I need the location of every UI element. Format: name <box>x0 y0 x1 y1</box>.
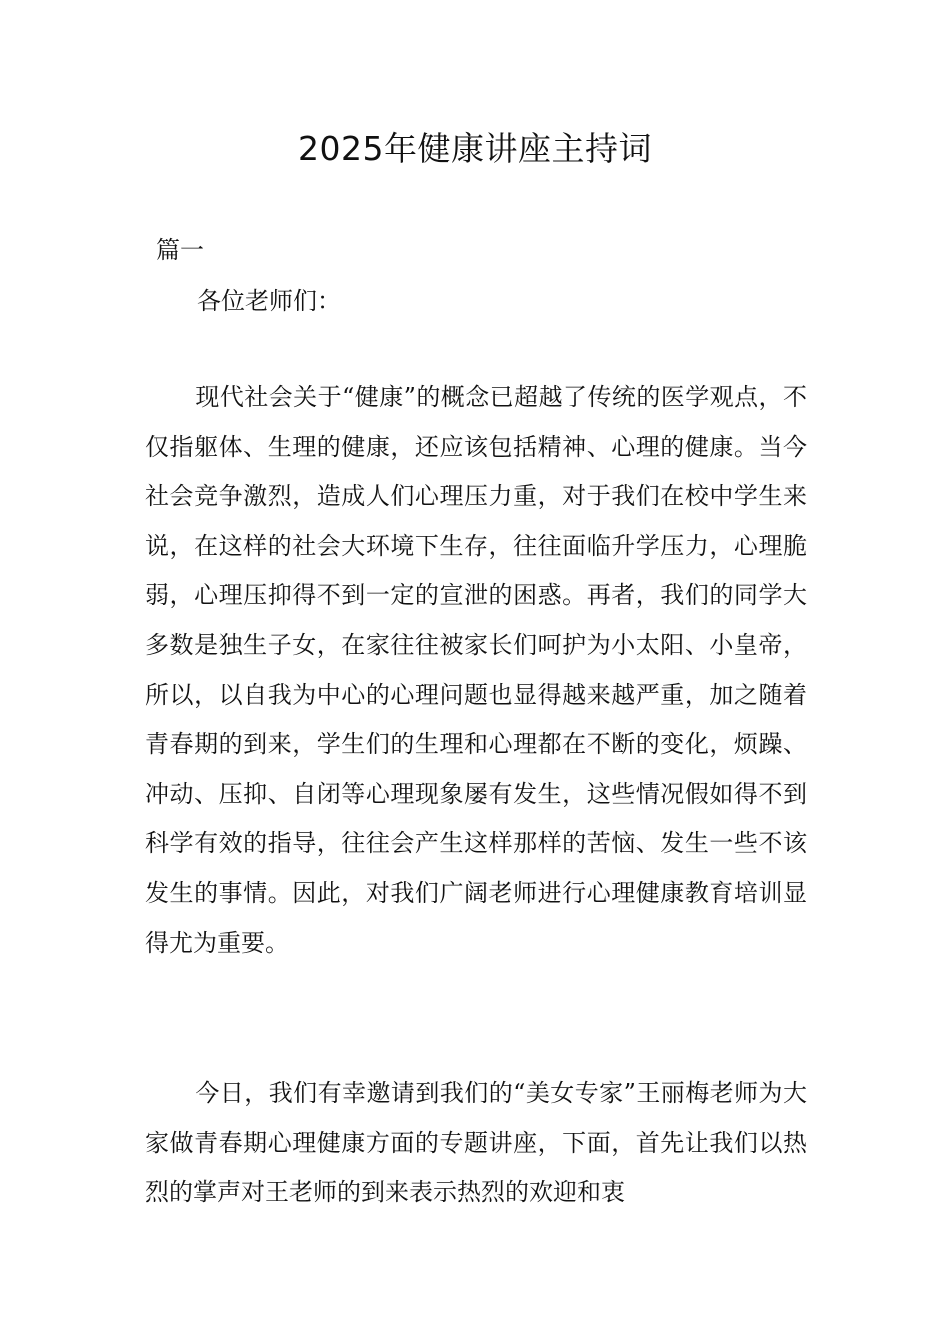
body-paragraph-1: 现代社会关于“健康”的概念已超越了传统的医学观点，不仅指躯体、生理的健康，还应该包括精神、心理的健康。当今社会竞争激烈，造成人们心理压力重，对于我们在校中学生来说，在这样的社会大环境下生存，往往面临升学压力，心理脆弱，心理压抑得不到一定的宣泄的困惑。再者，我们的同学大多数是独生子女，在家往往被家长们呵护为小太阳、小皇帝，所以，以自我为中心的心理问题也显得越来越严重，加之随着青春期的到来，学生们的生理和心理都在不断的变化，烦躁、冲动、压抑、自闭等心理现象屡有发生，这些情况假如得不到科学有效的指导，往往会产生这样那样的苦恼、发生一些不该发生的事情。因此，对我们广阔老师进行心理健康教育培训显得尤为重要。 <box>145 383 807 957</box>
section-label: 篇一 <box>156 236 204 264</box>
salutation: 各位老师们： <box>197 287 341 315</box>
document-title: 2025年健康讲座主持词 <box>298 129 652 168</box>
body-paragraph-2: 今日，我们有幸邀请到我们的“美女专家”王丽梅老师为大家做青春期心理健康方面的专题讲座，下面，首先让我们以热烈的掌声对王老师的到来表示热烈的欢迎和衷 <box>145 1079 807 1207</box>
